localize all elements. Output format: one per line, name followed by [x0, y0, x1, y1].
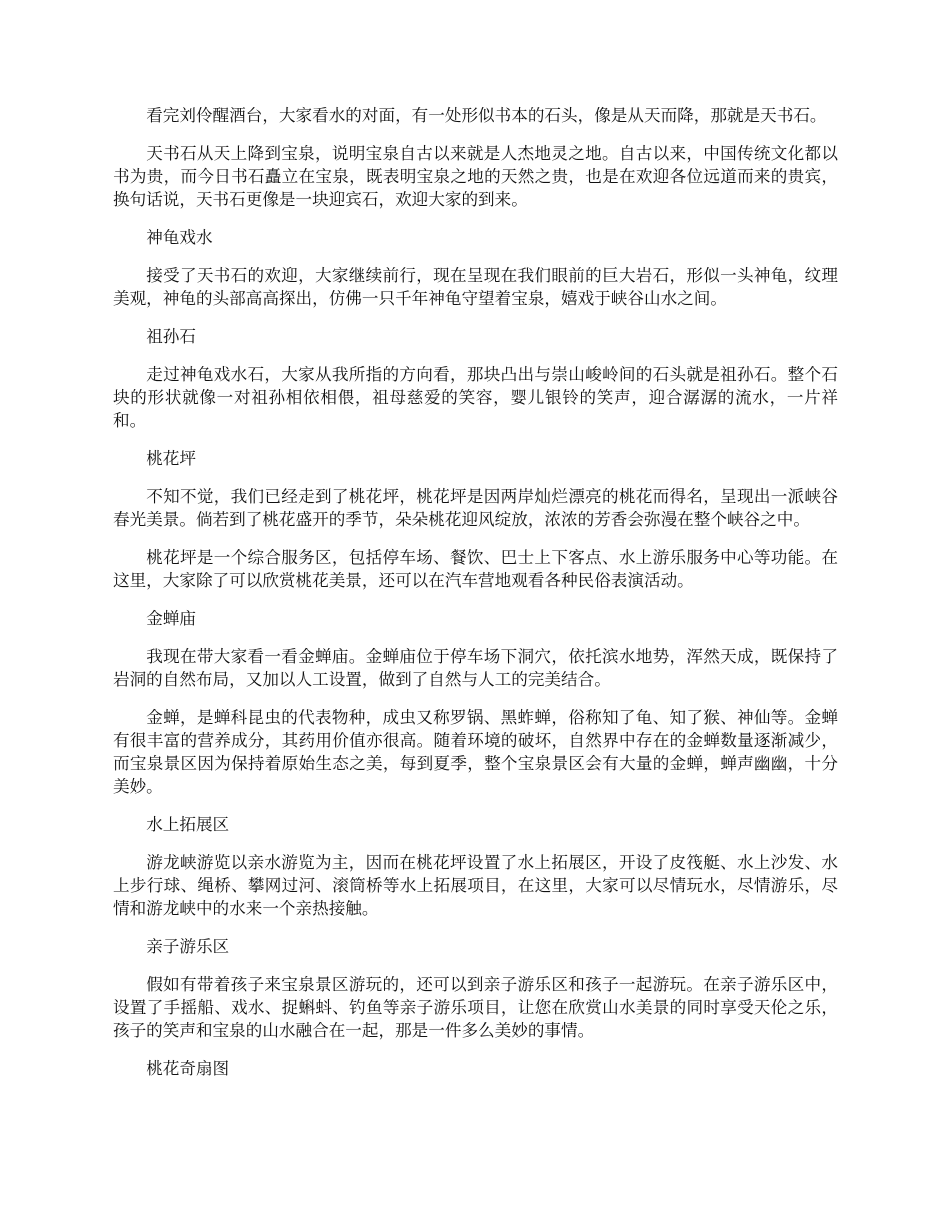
- paragraph: 天书石从天上降到宝泉，说明宝泉自古以来就是人杰地灵之地。自古以来，中国传统文化都以书为贵，而今日书石矗立在宝泉，既表明宝泉之地的天然之贵，也是在欢迎各位远道而来的贵宾，换句话说，天书石更像是一块迎宾石，欢迎大家的到来。: [113, 144, 838, 209]
- paragraph: 走过神龟戏水石，大家从我所指的方向看，那块凸出与崇山峻岭间的石头就是祖孙石。整个石块的形状就像一对祖孙相依相偎，祖母慈爱的笑容，婴儿银铃的笑声，迎合潺潺的流水，一片祥和。: [113, 365, 838, 430]
- paragraph: 我现在带大家看一看金蝉庙。金蝉庙位于停车场下洞穴，依托滨水地势，浑然天成，既保持了岩洞的自然布局，又加以人工设置，做到了自然与人工的完美结合。: [113, 647, 838, 689]
- paragraph: 不知不觉，我们已经走到了桃花坪，桃花坪是因两岸灿烂漂亮的桃花而得名，呈现出一派峡谷春光美景。倘若到了桃花盛开的季节，朵朵桃花迎风绽放，浓浓的芳香会弥漫在整个峡谷之中。: [113, 487, 838, 529]
- section-heading: 神龟戏水: [146, 228, 213, 247]
- section-heading: 祖孙石: [146, 327, 196, 346]
- paragraph: 游龙峡游览以亲水游览为主，因而在桃花坪设置了水上拓展区，开设了皮筏艇、水上沙发、水上步行球、绳桥、攀网过河、滚筒桥等水上拓展项目，在这里，大家可以尽情玩水，尽情游乐，尽情和游龙峡中的水来一个亲热接触。: [113, 853, 838, 918]
- document-body: [113, 104, 838, 1080]
- paragraph: 桃花坪是一个综合服务区，包括停车场、餐饮、巴士上下客点、水上游乐服务中心等功能。在这里，大家除了可以欣赏桃花美景，还可以在汽车营地观看各种民俗表演活动。: [113, 548, 838, 590]
- paragraph: 接受了天书石的欢迎，大家继续前行，现在呈现在我们眼前的巨大岩石，形似一头神龟，纹理美观，神龟的头部高高探出，仿佛一只千年神龟守望着宝泉，嬉戏于峡谷山水之间。: [113, 266, 838, 308]
- paragraph: 金蝉，是蝉科昆虫的代表物种，成虫又称罗锅、黑蚱蝉，俗称知了龟、知了猴、神仙等。金蝉有很丰富的营养成分，其药用价值亦很高。随着环境的破坏，自然界中存在的金蝉数量逐渐减少，而宝泉景区因为保持着原始生态之美，每到夏季，整个宝泉景区会有大量的金蝉，蝉声幽幽，十分美妙。: [113, 708, 838, 796]
- paragraph: 假如有带着孩子来宝泉景区游玩的，还可以到亲子游乐区和孩子一起游玩。在亲子游乐区中，设置了手摇船、戏水、捉蝌蚪、钓鱼等亲子游乐项目，让您在欣赏山水美景的同时享受天伦之乐，孩子的笑声和宝泉的山水融合在一起，那是一件多么美妙的事情。: [113, 975, 838, 1040]
- paragraph: 看完刘伶醒酒台，大家看水的对面，有一处形似书本的石头，像是从天而降，那就是天书石。: [146, 106, 827, 125]
- section-heading: 水上拓展区: [146, 815, 230, 834]
- section-heading: 金蝉庙: [146, 609, 196, 628]
- section-heading: 亲子游乐区: [146, 937, 230, 956]
- section-heading: 桃花坪: [146, 449, 196, 468]
- section-heading: 桃花奇扇图: [146, 1059, 230, 1078]
